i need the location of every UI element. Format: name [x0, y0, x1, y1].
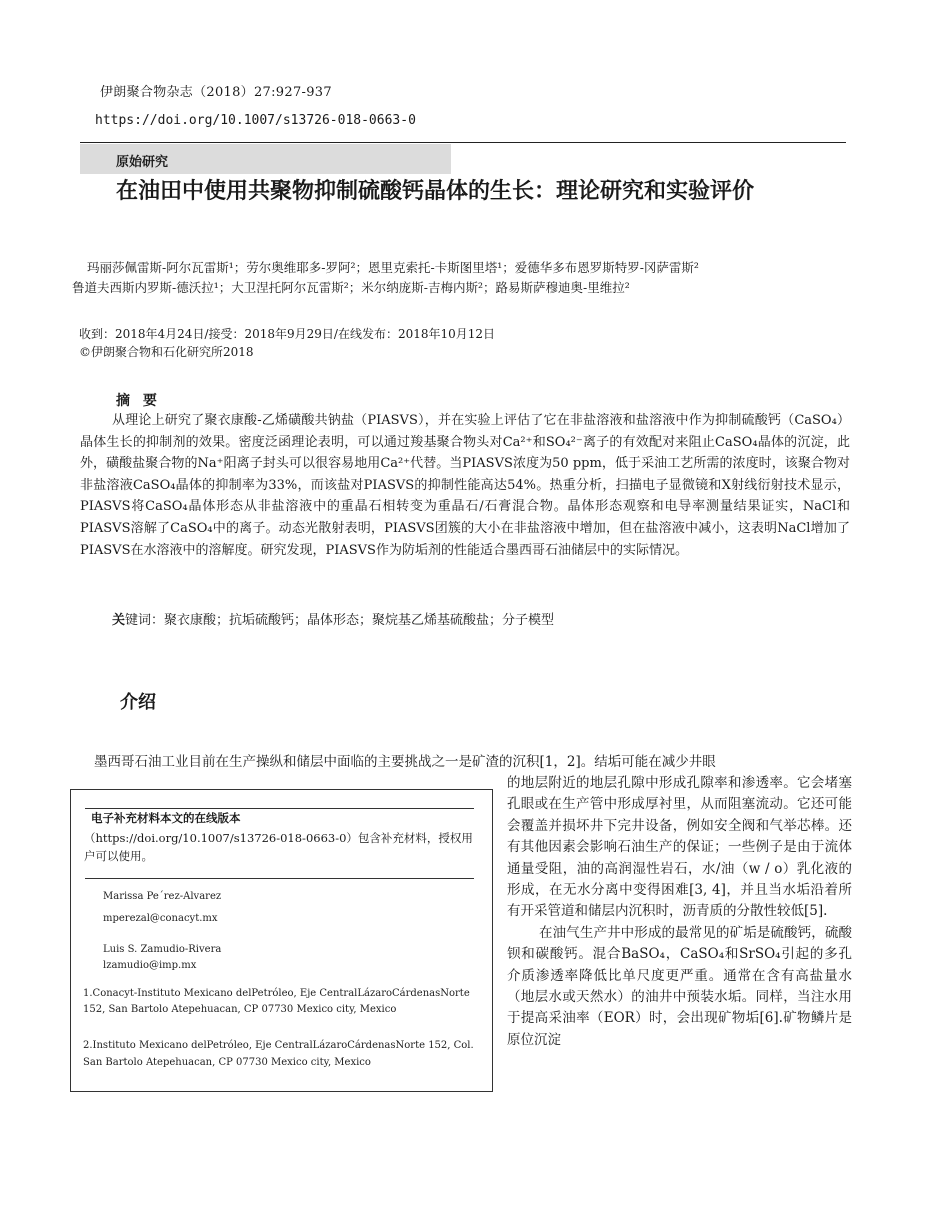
- article-title: 在油田中使用共聚物抑制硫酸钙晶体的生长：理论研究和实验评价: [116, 179, 755, 204]
- affiliation-1: 1.Conacyt-Instituto Mexicano delPetróleo, Eje CentralLázaroCárdenasNorte 152, San Bartolo Atepehuacan, CP 07730 Mexico city, Mexico: [83, 988, 470, 1015]
- header-rule: [80, 142, 846, 143]
- doi-link[interactable]: https://doi.org/10.1007/s13726-018-0663-0: [95, 113, 416, 128]
- corresponding-author-2-email[interactable]: lzamudio@imp.mx: [103, 960, 197, 971]
- keywords-text: 键词：聚衣康酸；抗垢硫酸钙；晶体形态；聚烷基乙烯基硫酸盐；分子模型: [125, 613, 555, 628]
- author-line-1: 玛丽莎佩雷斯-阿尔瓦雷斯¹；劳尔奥维耶多-罗阿²；恩里克索托-卡斯图里塔¹；爱德华多布恩罗斯特罗-冈萨雷斯²: [87, 260, 699, 275]
- intro-right-column: [507, 773, 852, 1051]
- article-category: 原始研究: [116, 155, 169, 170]
- abstract-heading: 摘 要: [116, 393, 161, 409]
- supplementary-text: （https://doi.org/10.1007/s13726-018-0663-0）包含补充材料，授权用户可以使用。: [84, 831, 473, 863]
- corresponding-author-1-name: Marissa Pe´rez-Alvarez: [103, 891, 222, 902]
- affiliation-2: 2.Instituto Mexicano delPetróleo, Eje CentralLázaroCárdenasNorte 152, Col. San Bartolo Atepehuacan, CP 07730 Mexico city, Mexico: [83, 1040, 474, 1068]
- author-line-2: 鲁道夫西斯内罗斯-德沃拉¹；大卫涅托阿尔瓦雷斯²；米尔纳庞斯-吉梅内斯²；路易斯萨穆迪奥-里维拉²: [72, 280, 630, 295]
- intro-first-line: 墨西哥石油工业目前在生产操纵和储层中面临的主要挑战之一是矿渣的沉积[1，2]。结垢可能在减少井眼: [94, 754, 716, 770]
- intro-heading: 介绍: [120, 692, 156, 713]
- keywords-label: 关: [112, 613, 126, 628]
- journal-citation: 伊朗聚合物杂志（2018）27:927-937: [100, 85, 332, 100]
- author-list: [72, 258, 862, 298]
- supplementary-rule-bottom: [85, 878, 474, 879]
- corresponding-author-1-email[interactable]: mperezal@conacyt.mx: [103, 913, 218, 924]
- corresponding-author-2-name: Luis S. Zamudio-Rivera: [103, 944, 222, 955]
- received-accepted-dates: 收到：2018年4月24日/接受：2018年9月29日/在线发布：2018年10月12日: [79, 327, 496, 341]
- intro-paragraph-2: 在油气生产井中形成的最常见的矿垢是硫酸钙，硫酸钡和碳酸钙。混合BaSO₄，CaSO₄和SrSO₄引起的多孔介质渗透率降低比单尺度更严重。通常在含有高盐量水（地层水或天然水）的油井中预装水垢。同样，当注水用于提高采油率（EOR）时，会出现矿物垢[6].矿物鳞片是原位沉淀: [507, 924, 852, 1048]
- supplementary-rule-top: [85, 808, 474, 809]
- abstract-text: 从理论上研究了聚衣康酸-乙烯磺酸共钠盐（PIASVS），并在实验上评估了它在非盐溶液和盐溶液中作为抑制硫酸钙（CaSO₄）晶体生长的抑制剂的效果。密度泛函理论表明，可以通过羧基聚合物头对Ca²⁺和SO₄²⁻离子的有效配对来阻止CaSO₄晶体的沉淀，此外，磺酸盐聚合物的Na⁺阳离子封头可以很容易地用Ca²⁺代替。当PIASVS浓度为50 ppm，低于采油工艺所需的浓度时，该聚合物对非盐溶液CaSO₄晶体的抑制率为33%，而该盐对PIASVS的抑制性能高达54%。热重分析，扫描电子显微镜和X射线衍射技术显示，PIASVS将CaSO₄晶体形态从非盐溶液中的重晶石相转变为重晶石/石膏混合物。晶体形态观察和电导率测量结果证实，NaCl和PIASVS溶解了CaSO₄中的离子。动态光散射表明，PIASVS团簇的大小在非盐溶液中增加，但在盐溶液中减小，这表明NaCl增加了PIASVS在水溶液中的溶解度。研究发现，PIASVS作为防垢剂的性能适合墨西哥石油储层中的实际情况。: [80, 413, 850, 558]
- intro-paragraph-1: 的地层附近的地层孔隙中形成孔隙率和渗透率。它会堵塞孔眼或在生产管中形成厚衬里，从而阻塞流动。它还可能会覆盖并损坏井下完井设备，例如安全阀和气举芯棒。还有其他因素会影响石油生产的保证；一些例子是由于流体通量受阻，油的高润湿性岩石，水/油（w / o）乳化液的形成，在无水分离中变得困难[3, 4]，并且当水垢沿着所有开采管道和储层内沉积时，沥青质的分散性较低[5].: [507, 775, 852, 920]
- copyright-notice: ©伊朗聚合物和石化研究所2018: [79, 345, 254, 359]
- article-dates: [79, 325, 495, 361]
- supplementary-title: 电子补充材料本文的在线版本: [91, 811, 241, 825]
- keywords-line: [112, 609, 554, 628]
